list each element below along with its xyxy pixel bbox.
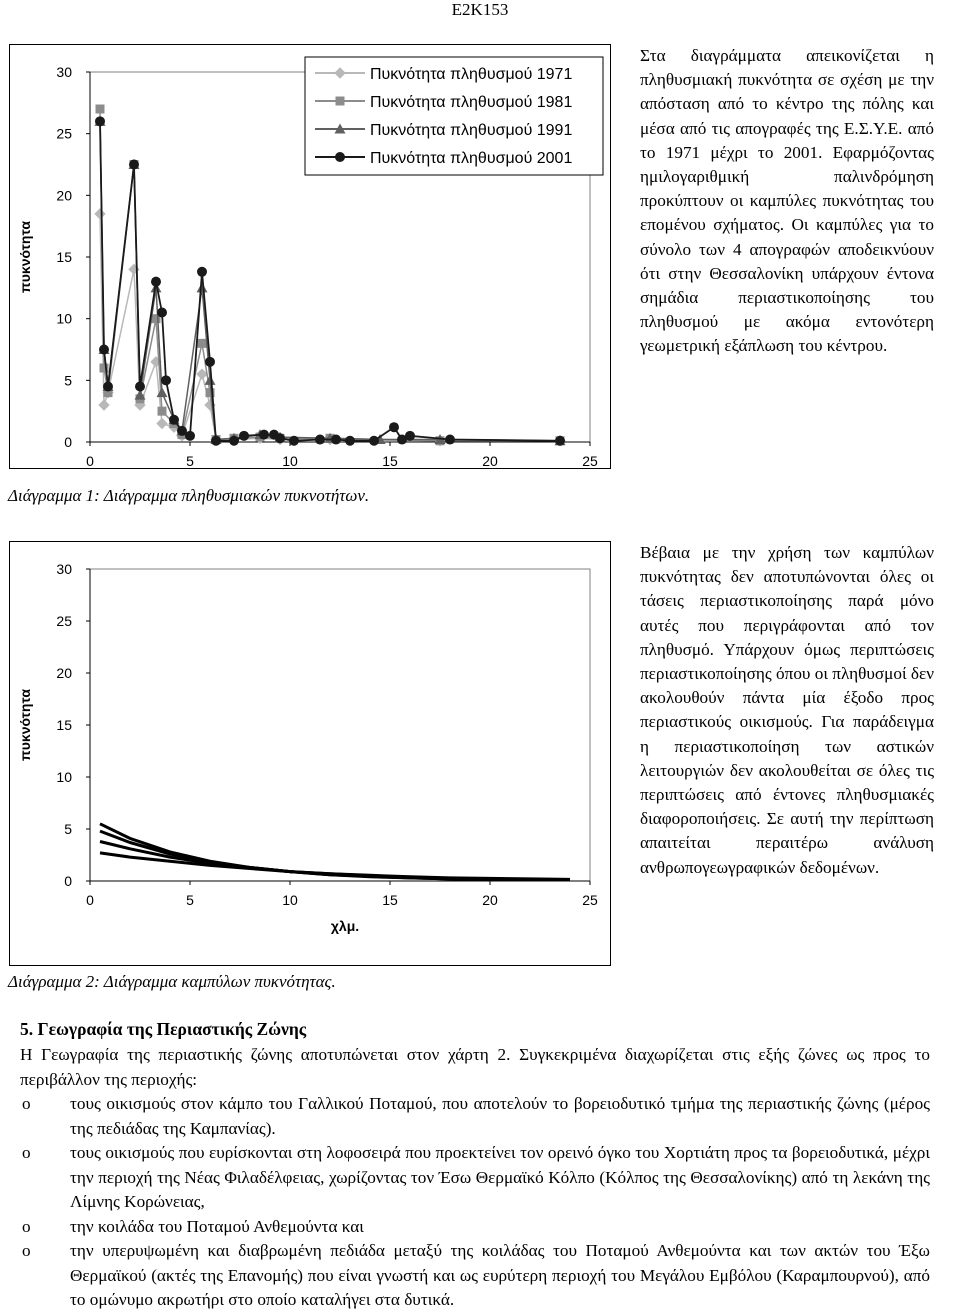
data-point xyxy=(369,436,379,446)
list-item: o τους οικισμούς που ευρίσκονται στη λοφοσειρά που προεκτείνει τον ορεινό όγκο του Χορτιάτη προς τα βορειοδυτικά, μέχρι την περιοχή της Νέας Φιλαδέλφειας, χωρίζοντας τον Έσω Θερμαϊκό Κόλπο (Κόλπος της Θεσσαλονίκης) από τη λεκάνη της Λίμνης Κορώνειας, xyxy=(22,1143,930,1211)
y-tick-label: 20 xyxy=(56,187,72,204)
y-tick-label: 0 xyxy=(64,434,72,450)
data-point xyxy=(198,339,207,348)
plot-area xyxy=(90,569,590,881)
data-point xyxy=(205,357,215,367)
y-tick-label: 5 xyxy=(64,821,72,837)
population-density-chart xyxy=(9,44,611,469)
y-tick-label: 5 xyxy=(64,372,72,389)
data-point xyxy=(405,431,415,441)
data-point xyxy=(158,407,167,416)
list-item: o την υπερυψωμένη και διαβρωμένη πεδιάδα μεταξύ της κοιλάδας του Ποταμού Ανθεμούντα και των ακτών του Έξω Θερμαϊκού (ακτές της Επανομής) που είναι γνωστή και ως ευρύτερη περιοχή του Μεγάλου Εμβόλου (Καραμπουρνού), από το ομώνυμο ακρωτήρι στο οποίο καταλήγει στα δυτικά. xyxy=(22,1241,930,1309)
x-tick-label: 25 xyxy=(582,892,598,908)
y-tick-label: 30 xyxy=(56,561,72,577)
data-point xyxy=(289,436,299,446)
legend-marker xyxy=(335,152,345,162)
y-axis-label: πυκνότητα xyxy=(17,689,33,761)
data-point xyxy=(389,422,399,432)
y-tick-label: 10 xyxy=(56,310,72,327)
data-point xyxy=(239,431,249,441)
bullet-marker: o xyxy=(22,1216,31,1236)
x-tick-label: 5 xyxy=(186,892,194,908)
x-tick-label: 20 xyxy=(482,892,498,908)
legend-label: Πυκνότητα πληθυσμού 1991 xyxy=(370,122,573,139)
y-tick-label: 25 xyxy=(56,125,72,142)
bullet-marker: o xyxy=(22,1143,31,1162)
chart1-caption: Διάγραμμα 1: Διάγραμμα πληθυσμιακών πυκνοτήτων. xyxy=(8,486,370,505)
list-item: o τους οικισμούς στον κάμπο του Γαλλικού Ποταμού, που αποτελούν το βορειοδυτικό τμήμα της περιαστικής ζώνης (μέρος της πεδιάδας της Καμπανίας). xyxy=(22,1094,930,1138)
data-point xyxy=(99,345,109,355)
y-axis-label: πυκνότητα xyxy=(17,221,33,293)
x-tick-label: 20 xyxy=(482,453,498,468)
data-point xyxy=(315,435,325,445)
y-tick-label: 20 xyxy=(56,665,72,681)
x-tick-label: 15 xyxy=(382,892,398,908)
x-tick-label: 5 xyxy=(186,453,194,468)
data-point xyxy=(445,435,455,445)
density-curves-chart-svg xyxy=(10,542,610,965)
legend-marker xyxy=(336,97,345,106)
legend-label: Πυκνότητα πληθυσμού 2001 xyxy=(370,150,573,167)
population-density-chart-svg xyxy=(10,45,610,468)
data-point xyxy=(135,382,145,392)
data-point xyxy=(185,431,195,441)
y-tick-label: 25 xyxy=(56,613,72,629)
y-tick-label: 15 xyxy=(56,717,72,733)
data-point xyxy=(169,415,179,425)
data-point xyxy=(151,277,161,287)
data-point xyxy=(555,436,565,446)
y-tick-label: 15 xyxy=(56,249,72,265)
data-point xyxy=(95,116,105,126)
paragraph-density-intro: Στα διαγράμματα απεικονίζεται η πληθυσμιακή πυκνότητα σε σχέση με την απόσταση από το κέντρο της πόλης και μέσα από τις απογραφές της Ε.Σ.Υ.Ε. από το 1971 μέχρι το 2001. Εφαρμόζοντας ημιλογαριθμική παλινδρόμηση προκύπτουν οι καμπύλες πυκνότητας του επομένου σχήματος. Οι καμπύλες για το σύνολο των 4 απογραφών αποδεικνύουν ότι στην Θεσσαλονίκη υπάρχουν έντονα σημάδια περιαστικοποίησης του πληθυσμού με ακόμα εντονότερη γεωμετρική εξάπλωση του κέντρου. xyxy=(640,46,934,356)
legend xyxy=(305,57,603,175)
x-axis-label: χλμ. xyxy=(330,918,360,934)
list-item: o την κοιλάδα του Ποταμού Ανθεμούντα και xyxy=(20,1215,930,1240)
legend-label: Πυκνότητα πληθυσμού 1971 xyxy=(370,66,573,83)
data-point xyxy=(259,430,269,440)
data-point xyxy=(345,436,355,446)
section-title: 5. Γεωγραφία της Περιαστικής Ζώνης xyxy=(20,1019,307,1039)
x-tick-label: 0 xyxy=(86,892,94,908)
data-point xyxy=(96,105,105,114)
data-point xyxy=(157,308,167,318)
y-tick-label: 0 xyxy=(64,873,72,889)
y-tick-label: 10 xyxy=(56,769,72,785)
data-point xyxy=(331,435,341,445)
chart2-caption: Διάγραμμα 2: Διάγραμμα καμπύλων πυκνότητας. xyxy=(8,972,336,991)
x-tick-label: 0 xyxy=(86,453,94,468)
x-tick-label: 10 xyxy=(282,892,298,908)
page-header-code: E2K153 xyxy=(451,0,509,19)
data-point xyxy=(275,433,285,443)
zone-list xyxy=(20,1092,930,1313)
data-point xyxy=(103,382,113,392)
x-tick-label: 10 xyxy=(282,453,298,468)
data-point xyxy=(161,375,171,385)
section-intro: Η Γεωγραφία της περιαστικής ζώνης αποτυπώνεται στον χάρτη 2. Συγκεκριμένα διαχωρίζεται στις εξής ζώνες ως προς το περιβάλλον της περιοχής: xyxy=(20,1045,930,1089)
x-tick-label: 25 xyxy=(582,453,598,468)
legend-label: Πυκνότητα πληθυσμού 1981 xyxy=(370,94,573,111)
data-point xyxy=(211,436,221,446)
bullet-marker: o xyxy=(22,1241,31,1260)
data-point xyxy=(129,160,139,170)
data-point xyxy=(229,436,239,446)
data-point xyxy=(197,267,207,277)
paragraph-density-limits: Βέβαια με την χρήση των καμπύλων πυκνότητας δεν αποτυπώνονται όλες οι τάσεις περιαστικοποίησης παρά μόνο αυτές που περιγράφονται από τον πληθυσμό. Υπάρχουν όμως περιπτώσεις περιαστικοποίησης όπου οι πληθυσμοί δεν ακολουθούν πάντα μία έξοδο προς περιαστικούς οικισμούς. Για παράδειγμα η περιαστικοποίηση των αστικών λειτουργιών δεν ακολουθείται σε όλες τις περιπτώσεις από έντονες πληθυσμιακές διαφοροποιήσεις. Σε αυτή την περίπτωση απαιτείται περαιτέρω ανάλυση ανθρωπογεωγραφικών δεδομένων. xyxy=(640,543,934,877)
bullet-marker: o xyxy=(22,1094,31,1113)
x-tick-label: 15 xyxy=(382,453,398,468)
y-tick-label: 30 xyxy=(56,64,72,80)
density-curves-chart xyxy=(9,541,611,966)
